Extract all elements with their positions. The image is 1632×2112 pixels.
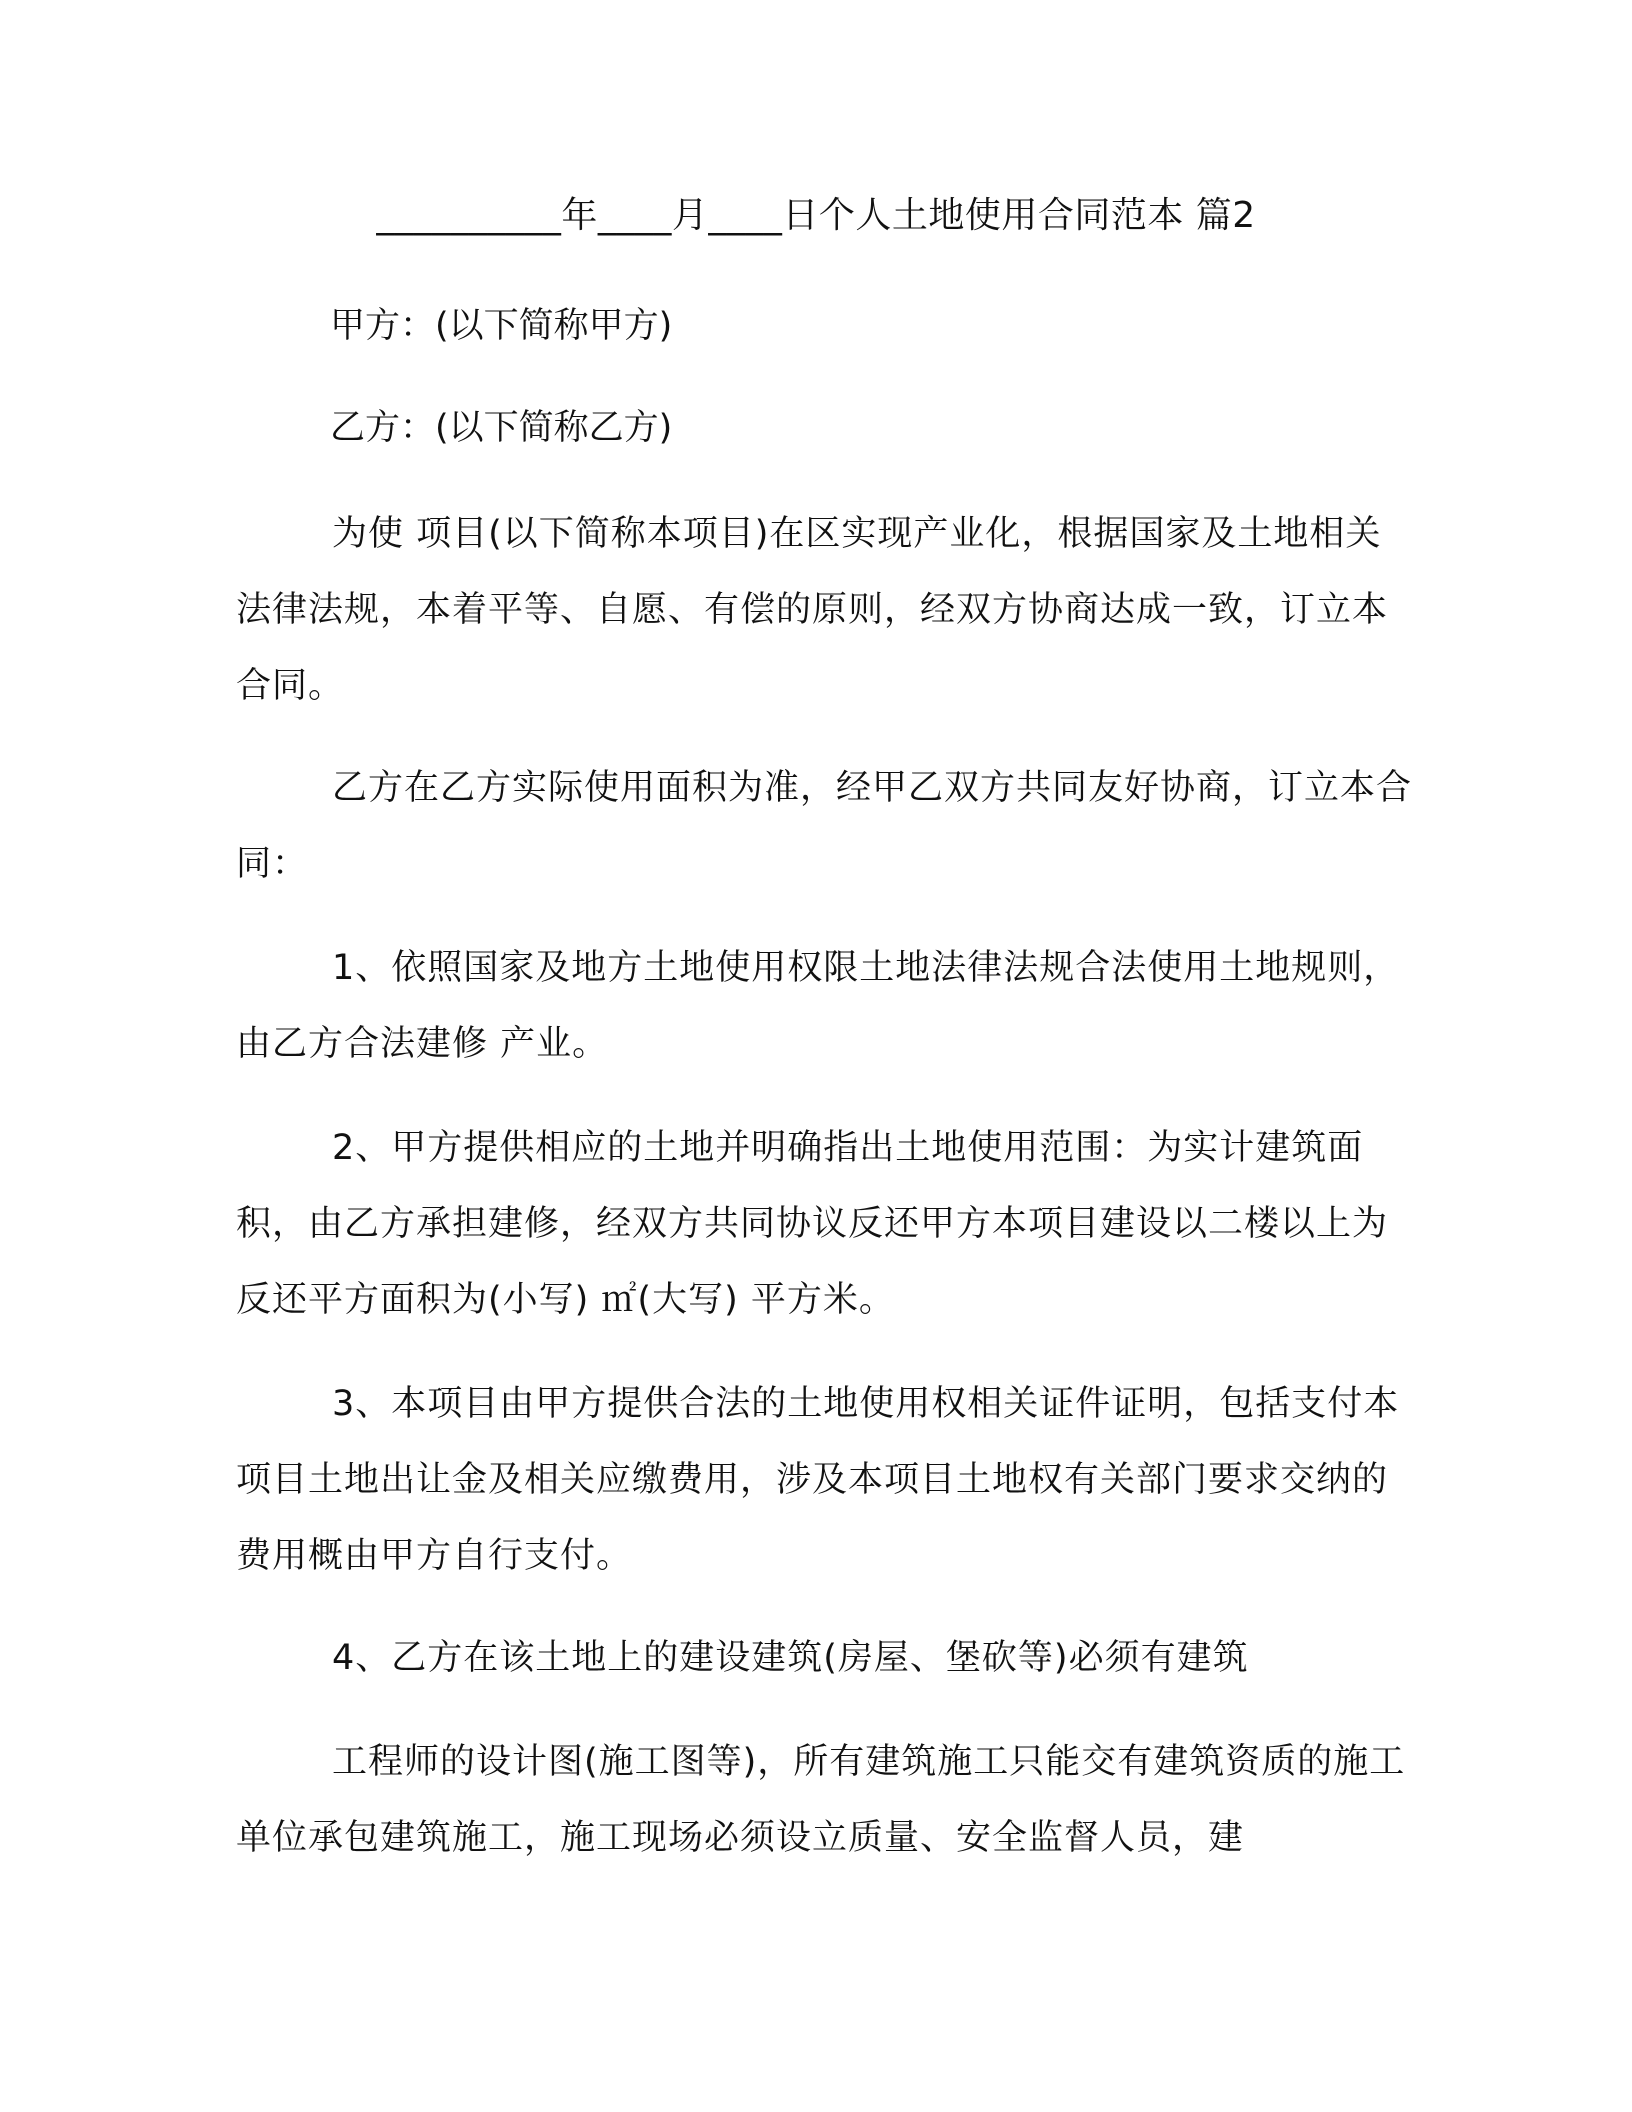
paragraph-purpose: 为使 项目(以下简称本项目)在区实现产业化，根据国家及土地相关法律法规，本着平等、自愿、有偿的原则，经双方协商达成一致，订立本合同。 xyxy=(236,514,1389,706)
clause-2: 2、甲方提供相应的土地并明确指出土地使用范围：为实计建筑面积，由乙方承担建修，经双方共同协议反还甲方本项目建设以二楼以上为反还平方面积为(小写) ㎡(大写) 平方米。 xyxy=(236,1128,1389,1320)
paragraph-agreement: 乙方在乙方实际使用面积为准，经甲乙双方共同友好协商，订立本合同： xyxy=(236,768,1413,884)
party-a-line: 甲方：(以下简称甲方) xyxy=(330,306,673,346)
clause-1: 1、依照国家及地方土地使用权限土地法律法规合法使用土地规则，由乙方合法建修 产业。 xyxy=(236,948,1400,1064)
clause-4: 4、乙方在该土地上的建设建筑(房屋、堡砍等)必须有建筑 xyxy=(332,1638,1249,1678)
clause-3: 3、本项目由甲方提供合法的土地使用权相关证件证明，包括支付本项目土地出让金及相关应缴费用，涉及本项目土地权有关部门要求交纳的费用概由甲方自行支付。 xyxy=(236,1384,1400,1576)
party-b-line: 乙方：(以下简称乙方) xyxy=(330,408,673,448)
clause-4-continued: 工程师的设计图(施工图等)，所有建筑施工只能交有建筑资质的施工单位承包建筑施工，施工现场必须设立质量、安全监督人员，建 xyxy=(236,1742,1406,1858)
document-title: __________年____月____日个人土地使用合同范本 篇2 xyxy=(376,195,1256,236)
